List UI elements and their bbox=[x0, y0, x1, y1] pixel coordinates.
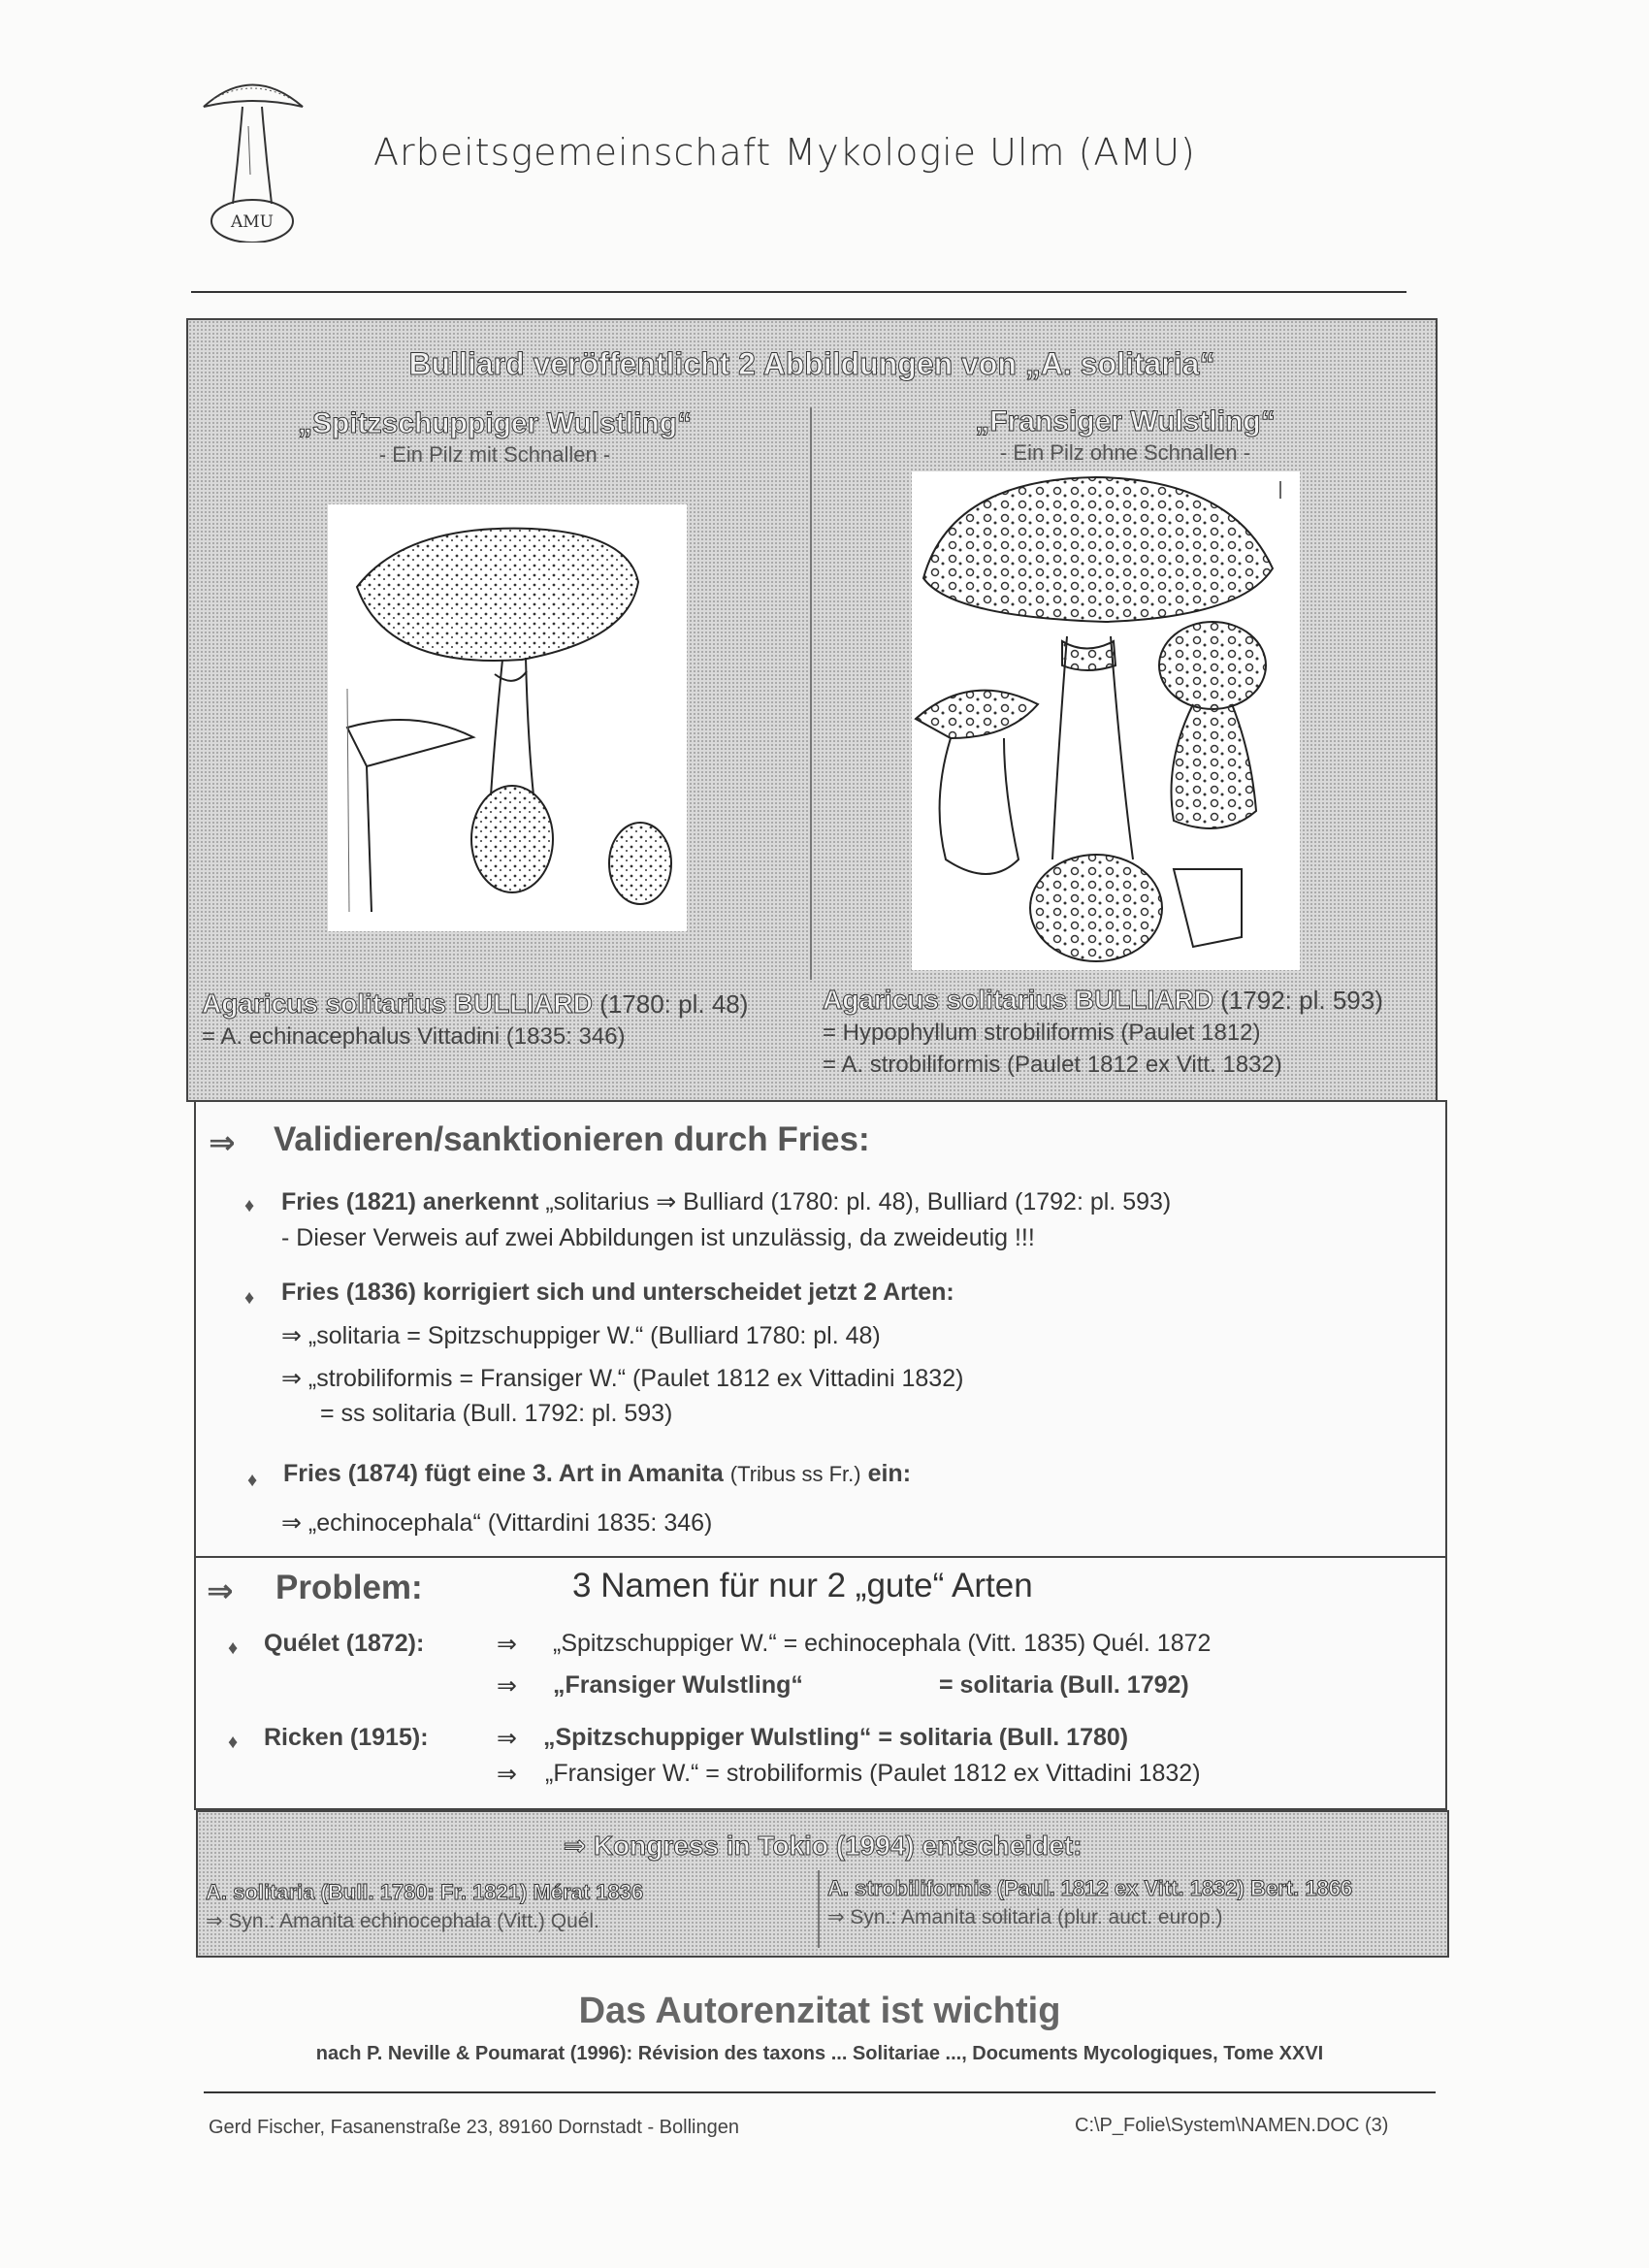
congress-left-1: A. solitaria (Bull. 1780: Fr. 1821) Mérat 1836 bbox=[206, 1880, 644, 1904]
fries-1821: Fries (1821) anerkennt „solitarius ⇒ Bulliard (1780: pl. 48), Bulliard (1792: pl. 593) bbox=[281, 1188, 1172, 1215]
file-path: C:\P_Folie\System\NAMEN.DOC (3) bbox=[1075, 2115, 1389, 2136]
ricken-b: „Fransiger W.“ = strobiliformis (Paulet 1812 ex Vittadini 1832) bbox=[545, 1760, 1201, 1787]
fries-1874: Fries (1874) fügt eine 3. Art in Amanita (Tribus ss Fr.) ein: bbox=[283, 1460, 912, 1487]
validate-arrow: ⇒ bbox=[209, 1124, 236, 1160]
quelet-b-name: „Fransiger Wulstling“ bbox=[553, 1671, 803, 1699]
left-caption-1: Agaricus solitarius BULLIARD (1780: pl. 48) bbox=[202, 988, 749, 1019]
header-rule bbox=[191, 291, 1406, 293]
right-caption-3: = A. strobiliformis (Paulet 1812 ex Vitt. 1832) bbox=[823, 1052, 1282, 1078]
congress-title: ⇒ Kongress in Tokio (1994) entscheidet: bbox=[563, 1831, 1083, 1861]
quelet-label: Quélet (1872): bbox=[264, 1630, 425, 1657]
quelet-arrow-a: ⇒ bbox=[497, 1631, 517, 1658]
congress-divider bbox=[818, 1870, 820, 1948]
illustration-spitzschuppiger bbox=[328, 504, 687, 931]
bullet-icon: ♦ bbox=[244, 1287, 255, 1309]
quelet-arrow-b: ⇒ bbox=[497, 1672, 517, 1700]
problem-arrow: ⇒ bbox=[207, 1572, 234, 1608]
bulliard-title: Bulliard veröffentlicht 2 Abbildungen von „A. solitaria“ bbox=[408, 346, 1215, 381]
right-caption-1: Agaricus solitarius BULLIARD (1792: pl. 593) bbox=[823, 985, 1383, 1015]
right-sub: - Ein Pilz ohne Schnallen - bbox=[999, 440, 1251, 465]
left-caption-2: = A. echinacephalus Vittadini (1835: 346) bbox=[202, 1023, 626, 1050]
logo-text: AMU bbox=[230, 212, 275, 232]
ricken-arrow-a: ⇒ bbox=[497, 1725, 517, 1752]
bullet-icon: ♦ bbox=[228, 1637, 239, 1659]
amu-logo bbox=[194, 68, 310, 243]
column-divider bbox=[810, 407, 812, 980]
quelet-a: „Spitzschuppiger W.“ = echinocephala (Vitt. 1835) Quél. 1872 bbox=[553, 1630, 1212, 1657]
fries-1836-a: ⇒ „solitaria = Spitzschuppiger W.“ (Bulliard 1780: pl. 48) bbox=[281, 1322, 881, 1349]
author-address: Gerd Fischer, Fasanenstraße 23, 89160 Dornstadt - Bollingen bbox=[209, 2117, 739, 2138]
fries-1874-a: ⇒ „echinocephala“ (Vittardini 1835: 346) bbox=[281, 1509, 713, 1537]
ricken-arrow-b: ⇒ bbox=[497, 1761, 517, 1788]
bullet-icon: ♦ bbox=[228, 1732, 239, 1753]
organization-name: Arbeitsgemeinschaft Mykologie Ulm (AMU) bbox=[373, 131, 1196, 174]
ricken-label: Ricken (1915): bbox=[264, 1724, 429, 1751]
fries-1836: Fries (1836) korrigiert sich und unterscheidet jetzt 2 Arten: bbox=[281, 1279, 954, 1306]
problem-title: Problem: bbox=[275, 1569, 423, 1606]
fries-1836-b: ⇒ „strobiliformis = Fransiger W.“ (Paulet 1812 ex Vittadini 1832) bbox=[281, 1365, 964, 1392]
problem-subtitle: 3 Namen für nur 2 „gute“ Arten bbox=[572, 1567, 1033, 1604]
ricken-a: „Spitzschuppiger Wulstling“ = solitaria (Bull. 1780) bbox=[543, 1724, 1129, 1751]
fries-1821-note: - Dieser Verweis auf zwei Abbildungen ist unzulässig, da zweideutig !!! bbox=[281, 1224, 1035, 1251]
source-note: nach P. Neville & Poumarat (1996): Révision des taxons ... Solitariae ..., Documents Mycologiques, Tome XXVI bbox=[315, 2043, 1324, 2064]
congress-left-2: ⇒ Syn.: Amanita echinocephala (Vitt.) Quél. bbox=[206, 1910, 599, 1932]
left-name: „Spitzschuppiger Wulstling“ bbox=[297, 407, 693, 439]
right-name: „Fransiger Wulstling“ bbox=[975, 405, 1276, 437]
left-sub: - Ein Pilz mit Schnallen - bbox=[378, 442, 611, 467]
bullet-icon: ♦ bbox=[244, 1195, 255, 1216]
quelet-b-eq: = solitaria (Bull. 1792) bbox=[939, 1671, 1189, 1699]
illustration-fransiger bbox=[912, 471, 1300, 970]
footer-rule bbox=[204, 2091, 1436, 2093]
congress-right-2: ⇒ Syn.: Amanita solitaria (plur. auct. europ.) bbox=[827, 1906, 1223, 1928]
congress-right-1: A. strobiliformis (Paul. 1812 ex Vitt. 1832) Bert. 1866 bbox=[827, 1876, 1353, 1900]
bullet-icon: ♦ bbox=[247, 1470, 258, 1491]
headline: Das Autorenzitat ist wichtig bbox=[578, 1991, 1061, 2031]
right-caption-2: = Hypophyllum strobiliformis (Paulet 1812) bbox=[823, 1020, 1261, 1046]
validate-title: Validieren/sanktionieren durch Fries: bbox=[274, 1120, 870, 1158]
fries-1836-c: = ss solitaria (Bull. 1792: pl. 593) bbox=[320, 1400, 673, 1427]
